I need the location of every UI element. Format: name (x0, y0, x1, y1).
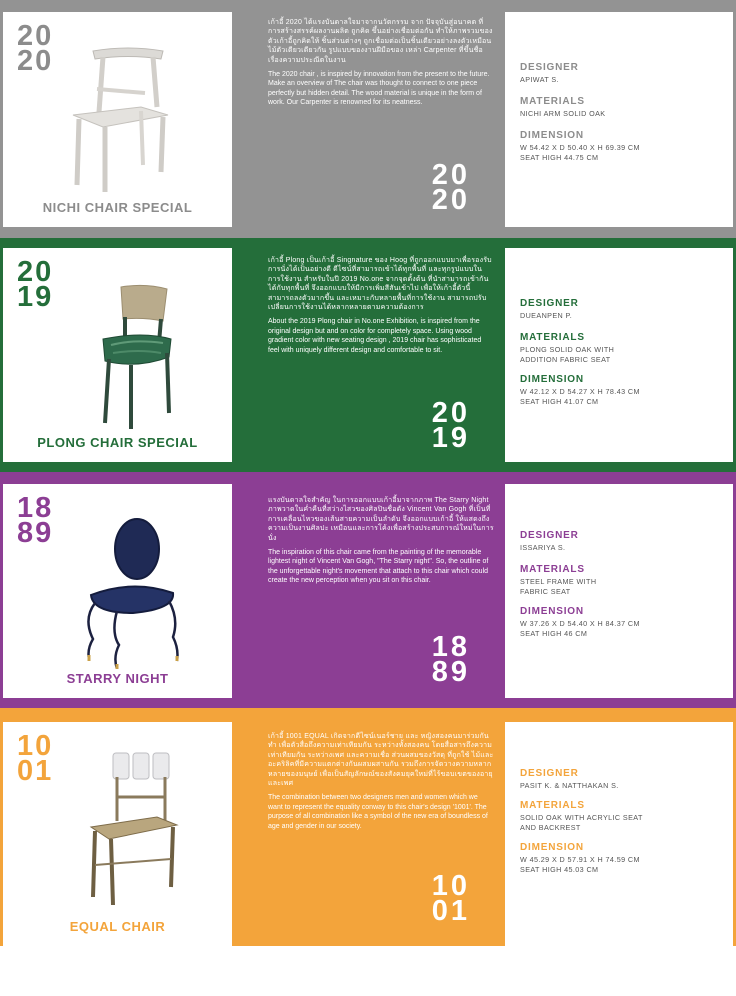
materials-value-2: ADDITION FABRIC SEAT (520, 355, 611, 364)
thai-description: แรงบันดาลใจสำคัญ ในการออกแบบเก้าอี้มาจากภาพ The Starry Night ภาพวาดในค่ำคืนที่สว่างไสวของศิลปินชื่อดัง Vincent Van Gogh ที่เป็นที่การเคลื่อนไหวของเส้นสายความเป็นลำดับ จึงออกแบบเก้าอี้ ให้แสดงถึงความเป็นงานศิลปะ เหมือนและการโค้งเพื่อสร้างประสบการณ์ใหม่ในการนั่ง (268, 497, 494, 542)
dimension-value: W 45.29 X D 57.91 X H 74.59 CM (520, 855, 640, 864)
seat-high-value: SEAT HIGH 44.75 CM (520, 153, 599, 162)
description (268, 18, 494, 113)
chair-name: NICHI CHAIR SPECIAL (42, 200, 193, 215)
materials-heading: MATERIALS (520, 800, 585, 811)
thai-description: เก้าอี้ 1001 EQUAL เกิดจากดีไซน์เนอร์ชาย และ หญิงสองคนมาร่วมกันทำ เพื่อตัวสื่อถึงความเท่าเทียมกัน ระหว่างทั้งสองคน โดยสื่อสารถึงความเท่าเทียมกัน ระหว่างเพศ และความเชื่อ ส่วนผสมของวัสดุ ที่ถูกใช้ ไม้และอะคริลิคที่มีความแตกต่างกันผสมผสานกัน รวมถึงการจัดวางความหลากหลายของมนุษย์ เพื่อเป็นสัญลักษณ์ของสังคมยุคใหม่ที่ไร้ขอบเขตของอายุและเพศ (268, 733, 494, 788)
dimension-value: W 54.42 X D 50.40 X H 69.39 CM (520, 143, 640, 152)
materials-value: SOLID OAK WITH ACRYLIC SEAT (520, 813, 643, 822)
chair-card-2019 (3, 248, 232, 462)
year-top: 18 (17, 492, 54, 524)
seat-high-value: SEAT HIGH 45.03 CM (520, 865, 599, 874)
equal-chair-image (33, 747, 203, 907)
thai-description: เก้าอี้ 2020 ได้แรงบันดาลใจมาจากนวัตกรรม จาก ปัจจุบันสู่อนาคต ที่การสร้างสรรค์ผลงานผลิต ถูกคิด ขึ้นอย่างเชื่อมต่อกัน ทำให้ภาพรวมของตัวเก้าอี้ถูกคิดให้ ชิ้นส่วนต่างๆ ถูกเชื่อมต่อเป็นชิ้นเดียวอย่างลงตัวเหมือน ไม้ตัวเดียวเดียวกัน รูปแบบของงานฝีมือของ เหล่า Carpenter ที่ขึ้นชื่อเรื่องความประณีตในงาน (268, 19, 493, 64)
plong-chair-image (33, 273, 203, 433)
designer-heading: DESIGNER (520, 62, 579, 73)
chair-name: STARRY NIGHT (66, 671, 169, 686)
section-2020 (0, 0, 736, 238)
spec-card-2019 (505, 248, 733, 462)
designer-block (520, 530, 725, 553)
dimension-block (520, 606, 725, 639)
materials-block (520, 564, 725, 597)
year-label-large: 20 19 (431, 397, 470, 454)
year-label-large: 18 89 (431, 631, 470, 688)
thai-description: เก้าอี้ Plong เป็นเก้าอี้ Singnature ของ Hoog ที่ถูกออกแบบมาเพื่อรองรับการนั่งได้เป็นอย่างดี ดีไซน์ที่สามารถเข้าได้ทุกพื้นที่ และทุกรูปแบบในการใช้งาน สำหรับในปี 2019 No.one จากจุดตั้งต้น ที่นำสามารถเข้ากันได้กับทุกพื้นที่ จึงออกแบบให้มีการเพิ่มสีสันเข้าไป เพื่อให้เก้าอี้ตัวนี้สามารถลงตัวมากขึ้น และเหมาะกับหลายพื้นที่การใช้งาน สามารถปรับเปลี่ยนการใช้งานได้หลากหลายตามความต้องการ (268, 257, 492, 312)
designer-heading: DESIGNER (520, 768, 579, 779)
designer-heading: DESIGNER (520, 298, 579, 309)
seat-high-value: SEAT HIGH 46 CM (520, 629, 588, 638)
designer-block (520, 62, 725, 85)
description (268, 256, 494, 360)
year-bottom: 19 (17, 281, 54, 313)
materials-block (520, 332, 725, 365)
materials-heading: MATERIALS (520, 332, 585, 343)
designer-block (520, 298, 725, 321)
materials-value: STEEL FRAME WITH (520, 577, 597, 586)
dimension-value: W 42.12 X D 54.27 X H 78.43 CM (520, 387, 640, 396)
year-label-large: 20 20 (431, 159, 470, 216)
year-label-large: 10 01 (431, 870, 470, 927)
spec-card-1889 (505, 484, 733, 698)
materials-value: PLONG SOLID OAK WITH (520, 345, 615, 354)
dimension-block (520, 374, 725, 407)
designer-value: PASIT K. & NATTHAKAN S. (520, 781, 619, 790)
english-description: The combination between two designers men and women which we want to represent the equality conway to this chair's design '1001'. The purpose of all combination like a symbol of the new era of boundless of age and gender in our society. (268, 794, 488, 830)
materials-heading: MATERIALS (520, 564, 585, 575)
nichi-chair-image (33, 37, 203, 197)
designer-value: DUEANPEN P. (520, 311, 573, 320)
year-top: 20 (17, 256, 54, 288)
materials-value-2: FABRIC SEAT (520, 587, 571, 596)
designer-block (520, 768, 725, 791)
section-2019 (0, 238, 736, 472)
materials-value-2: AND BACKREST (520, 823, 581, 832)
english-description: The inspiration of this chair came from the painting of the memorable lightest night of Vincent Van Gogh, "The Starry night". So, the outline of the unforgettable night's movement that attach to this chair which could create the new perception when you sit on this chair. (268, 549, 489, 585)
designer-heading: DESIGNER (520, 530, 579, 541)
chair-card-2020 (3, 12, 232, 227)
dimension-heading: DIMENSION (520, 606, 584, 617)
year-top: 10 (17, 730, 54, 762)
dimension-heading: DIMENSION (520, 130, 584, 141)
dimension-block (520, 130, 725, 163)
starry-night-chair-image (33, 509, 203, 669)
description (268, 496, 494, 591)
dimension-heading: DIMENSION (520, 374, 584, 385)
chair-card-1001 (3, 722, 232, 946)
english-description: About the 2019 Plong chair in No.one Exhibition, is inspired from the original design but and on color for completely space. Using wood gradient color with new seating design , 2019 chair has sophisticated feel with uniquely different design and comfortable to sit. (268, 318, 482, 354)
year-top: 20 (17, 20, 54, 52)
year-bottom: 89 (17, 517, 54, 549)
year-bottom: 20 (17, 45, 54, 77)
description (268, 732, 494, 836)
year-bottom: 01 (17, 755, 54, 787)
section-1889 (0, 472, 736, 708)
chair-name: PLONG CHAIR SPECIAL (37, 435, 198, 450)
english-description: The 2020 chair , is inspired by innovation from the present to the future. Make an overview of The chair was thought to connect to one piece perfectly but hidden detail. The wood material is unique in the form of work. Our Carpenter is renowned for its neatness. (268, 71, 490, 107)
dimension-value: W 37.26 X D 54.40 X H 84.37 CM (520, 619, 640, 628)
materials-block (520, 96, 725, 119)
dimension-block (520, 842, 725, 875)
materials-value: NICHI ARM SOLID OAK (520, 109, 606, 118)
designer-value: APIWAT S. (520, 75, 560, 84)
chair-card-1889 (3, 484, 232, 698)
dimension-heading: DIMENSION (520, 842, 584, 853)
materials-heading: MATERIALS (520, 96, 585, 107)
section-1001 (0, 708, 736, 946)
seat-high-value: SEAT HIGH 41.07 CM (520, 397, 599, 406)
spec-card-2020 (505, 12, 733, 227)
chair-name: EQUAL CHAIR (69, 919, 166, 934)
materials-block (520, 800, 725, 833)
spec-card-1001 (505, 722, 733, 946)
designer-value: ISSARIYA S. (520, 543, 566, 552)
